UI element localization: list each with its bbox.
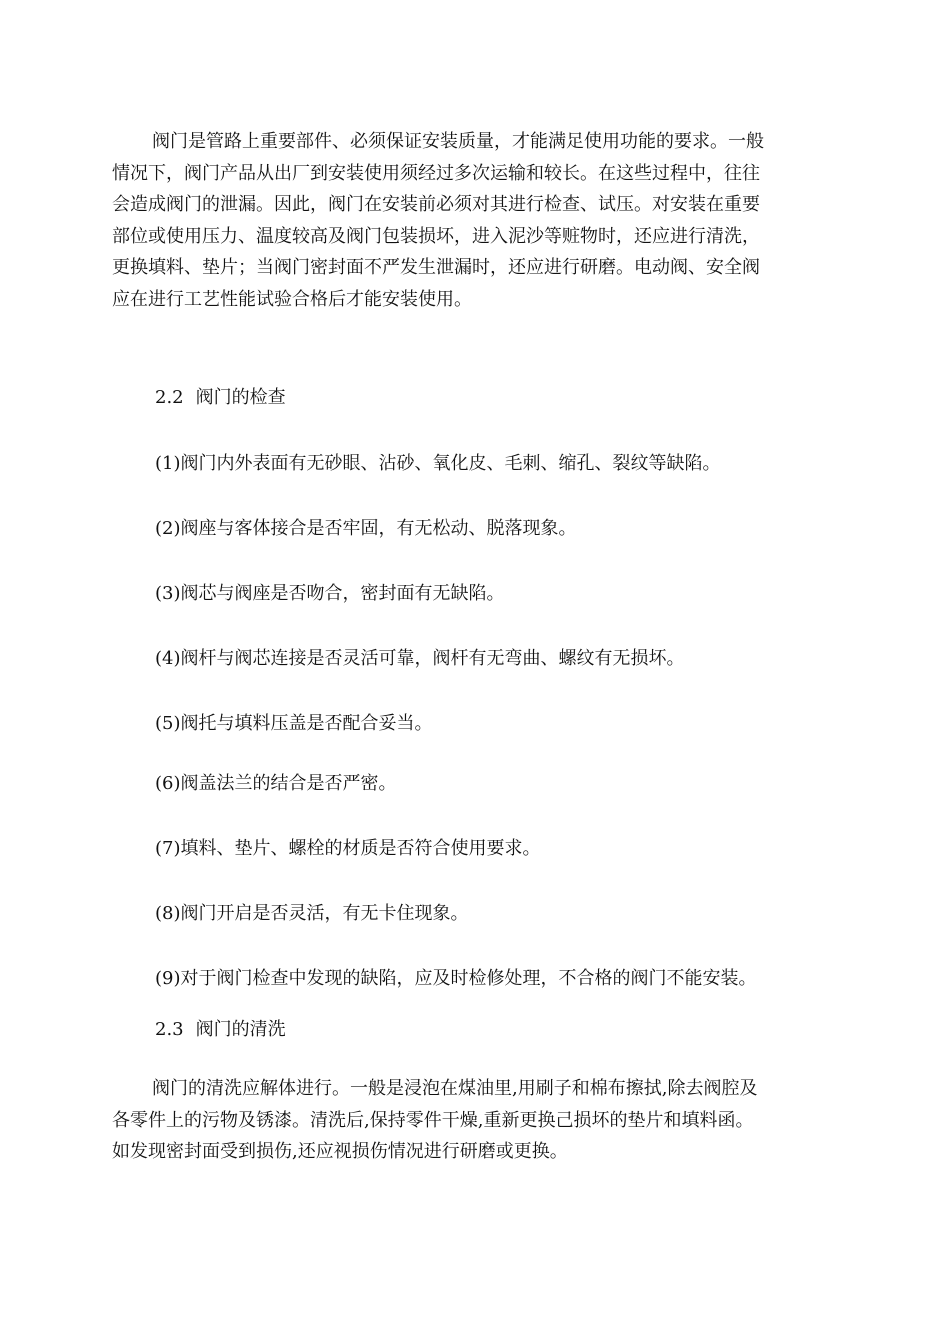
cleaning-paragraph: [112, 1073, 852, 1168]
intro-line: 会造成阀门的泄漏。因此，阀门在安装前必须对其进行检查、试压。对安装在重要: [112, 194, 760, 216]
check-item: (8)阀门开启是否灵活，有无卡住现象。: [155, 903, 469, 924]
check-item: (6)阀盖法兰的结合是否严密。: [155, 773, 397, 794]
section-title: 阀门的清洗: [195, 1019, 286, 1040]
section-title: 阀门的检查: [195, 387, 286, 408]
check-item: (7)填料、垫片、螺栓的材质是否符合使用要求。: [155, 838, 541, 859]
intro-line: 部位或使用压力、温度较高及阀门包装损坏，进入泥沙等赃物时，还应进行清洗，: [112, 225, 760, 247]
intro-line: 应在进行工艺性能试验合格后才能安装使用。: [112, 288, 472, 310]
cleaning-line: 如发现密封面受到损伤,还应视损伤情况进行研磨或更换。: [112, 1141, 568, 1163]
section-heading-2-3: [155, 1018, 286, 1042]
check-item: (9)对于阀门检查中发现的缺陷，应及时检修处理，不合格的阀门不能安装。: [155, 968, 757, 989]
check-item: (3)阀芯与阀座是否吻合，密封面有无缺陷。: [155, 583, 505, 604]
section-number: 2.3: [155, 1019, 184, 1040]
section-number: 2.2: [155, 387, 184, 408]
check-item: (1)阀门内外表面有无砂眼、沾砂、氧化皮、毛刺、缩孔、裂纹等缺陷。: [155, 453, 721, 474]
section-heading-2-2: [155, 386, 286, 410]
cleaning-line: 阀门的清洗应解体进行。一般是浸泡在煤油里,用刷子和棉布擦拭,除去阀腔及: [152, 1078, 758, 1099]
cleaning-line: 各零件上的污物及锈漆。清洗后,保持零件干燥,重新更换己损坏的垫片和填料函。: [112, 1109, 754, 1131]
intro-line: 阀门是管路上重要部件、必须保证安装质量，才能满足使用功能的要求。一般: [152, 131, 764, 152]
check-item: (4)阀杆与阀芯连接是否灵活可靠，阀杆有无弯曲、螺纹有无损坏。: [155, 648, 685, 669]
intro-line: 情况下，阀门产品从出厂到安装使用须经过多次运输和较长。在这些过程中，往往: [112, 162, 760, 184]
intro-paragraph: [112, 126, 852, 316]
check-item: (2)阀座与客体接合是否牢固，有无松动、脱落现象。: [155, 518, 577, 539]
check-item: (5)阀托与填料压盖是否配合妥当。: [155, 713, 433, 734]
intro-line: 更换填料、垫片；当阀门密封面不严发生泄漏时，还应进行研磨。电动阀、安全阀: [112, 257, 760, 279]
